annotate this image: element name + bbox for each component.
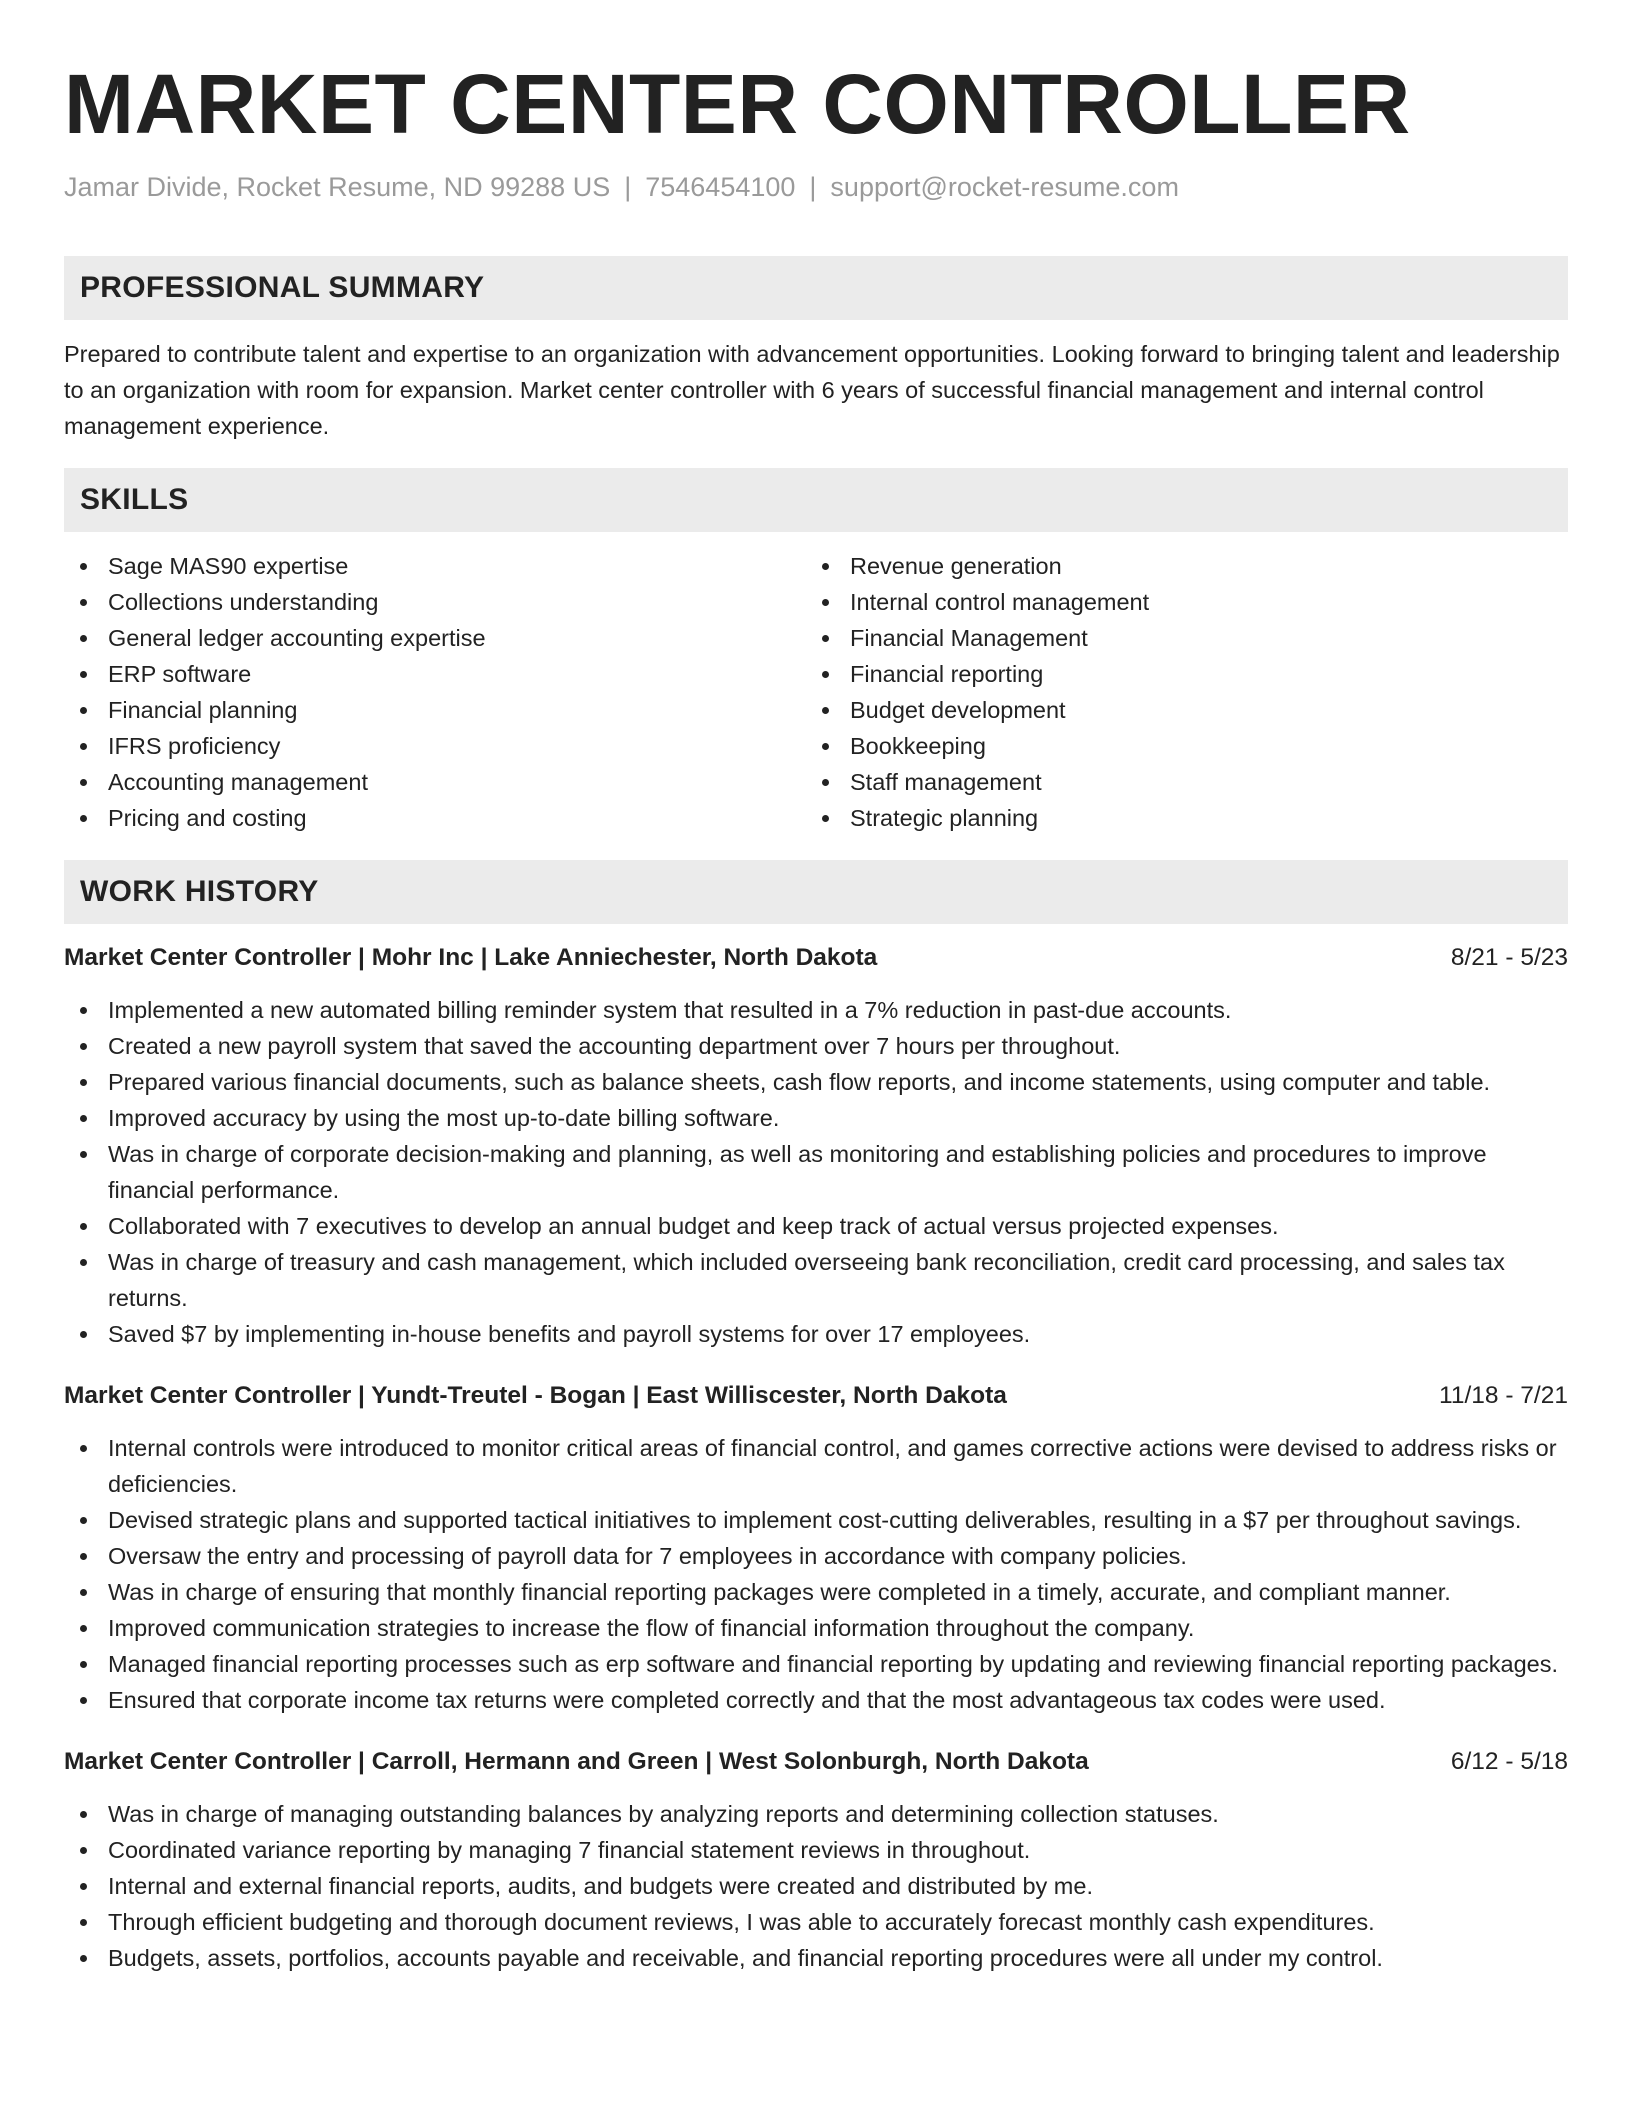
contact-phone: 7546454100: [645, 172, 796, 202]
job-title: Market Center Controller | Carroll, Hermann and Green | West Solonburgh, North Dakota: [64, 1748, 1089, 1775]
job-bullet: Implemented a new automated billing reminder system that resulted in a 7% reduction in past-due accounts.: [64, 992, 1568, 1028]
job-bullet: Improved communication strategies to increase the flow of financial information throughout the company.: [64, 1610, 1568, 1646]
skill-item: Budget development: [806, 692, 1548, 728]
job-bullet: Budgets, assets, portfolios, accounts payable and receivable, and financial reporting procedures were all under my control.: [64, 1940, 1568, 1976]
skill-item: IFRS proficiency: [64, 728, 806, 764]
skill-item: Financial Management: [806, 620, 1548, 656]
job-entry: [64, 940, 1568, 1352]
job-title: Market Center Controller | Yundt-Treutel - Bogan | East Williscester, North Dakota: [64, 1382, 1007, 1409]
summary-heading: PROFESSIONAL SUMMARY: [64, 256, 1568, 320]
job-bullet: Was in charge of treasury and cash management, which included overseeing bank reconciliation, credit card processing, and sales tax returns.: [64, 1244, 1568, 1316]
skill-item: Financial reporting: [806, 656, 1548, 692]
job-bullet: Saved $7 by implementing in-house benefits and payroll systems for over 17 employees.: [64, 1316, 1568, 1352]
skill-item: Internal control management: [806, 584, 1548, 620]
job-bullet: Oversaw the entry and processing of payroll data for 7 employees in accordance with company policies.: [64, 1538, 1568, 1574]
skills-columns: [64, 548, 1568, 836]
skill-item: Sage MAS90 expertise: [64, 548, 806, 584]
skills-list-left: [64, 548, 806, 836]
skill-item: General ledger accounting expertise: [64, 620, 806, 656]
job-bullet: Ensured that corporate income tax returns were completed correctly and that the most advantageous tax codes were used.: [64, 1682, 1568, 1718]
job-title: Market Center Controller | Mohr Inc | Lake Anniechester, North Dakota: [64, 944, 878, 971]
job-bullet-list: [64, 1796, 1568, 1976]
job-bullet: Coordinated variance reporting by managing 7 financial statement reviews in throughout.: [64, 1832, 1568, 1868]
skill-item: Pricing and costing: [64, 800, 806, 836]
work-history-heading: WORK HISTORY: [64, 860, 1568, 924]
skill-item: Financial planning: [64, 692, 806, 728]
job-bullet: Managed financial reporting processes such as erp software and financial reporting by updating and reviewing financial reporting packages.: [64, 1646, 1568, 1682]
work-history-list: [64, 940, 1568, 1976]
skill-item: Bookkeeping: [806, 728, 1548, 764]
contact-email: support@rocket-resume.com: [830, 172, 1179, 202]
job-bullet: Was in charge of ensuring that monthly financial reporting packages were completed in a timely, accurate, and compliant manner.: [64, 1574, 1568, 1610]
job-dates: 6/12 - 5/18: [1450, 1748, 1568, 1775]
job-header: [64, 1378, 1568, 1414]
contact-separator: |: [624, 172, 632, 202]
contact-separator: |: [809, 172, 817, 202]
skill-item: ERP software: [64, 656, 806, 692]
skill-item: Staff management: [806, 764, 1548, 800]
job-bullet: Devised strategic plans and supported tactical initiatives to implement cost-cutting deliverables, resulting in a $7 per throughout savings.: [64, 1502, 1568, 1538]
job-bullet: Internal controls were introduced to monitor critical areas of financial control, and games corrective actions were devised to address risks or deficiencies.: [64, 1430, 1568, 1502]
job-entry: [64, 1744, 1568, 1976]
job-bullet: Was in charge of corporate decision-making and planning, as well as monitoring and establishing policies and procedures to improve financial performance.: [64, 1136, 1568, 1208]
skill-item: Collections understanding: [64, 584, 806, 620]
skill-item: Strategic planning: [806, 800, 1548, 836]
skill-item: Revenue generation: [806, 548, 1548, 584]
resume-title: MARKET CENTER CONTROLLER: [64, 57, 1411, 151]
summary-text: Prepared to contribute talent and expertise to an organization with advancement opportunities. Looking forward to bringing talent and leadership to an organization with room for expansion. Market center controller with 6 years of successful financial management and internal control management experience.: [64, 341, 1560, 439]
job-bullet: Improved accuracy by using the most up-to-date billing software.: [64, 1100, 1568, 1136]
job-bullet: Collaborated with 7 executives to develop an annual budget and keep track of actual versus projected expenses.: [64, 1208, 1568, 1244]
skills-list-right: [806, 548, 1548, 836]
contact-address: Jamar Divide, Rocket Resume, ND 99288 US: [64, 172, 611, 202]
job-bullet: Prepared various financial documents, such as balance sheets, cash flow reports, and income statements, using computer and table.: [64, 1064, 1568, 1100]
job-bullet: Through efficient budgeting and thorough document reviews, I was able to accurately forecast monthly cash expenditures.: [64, 1904, 1568, 1940]
skills-heading: SKILLS: [64, 468, 1568, 532]
job-bullet-list: [64, 992, 1568, 1352]
job-bullet: Internal and external financial reports, audits, and budgets were created and distributed by me.: [64, 1868, 1568, 1904]
job-entry: [64, 1378, 1568, 1718]
job-header: [64, 940, 1568, 976]
job-bullet: Created a new payroll system that saved the accounting department over 7 hours per throughout.: [64, 1028, 1568, 1064]
contact-line: [64, 170, 1568, 204]
job-bullet: Was in charge of managing outstanding balances by analyzing reports and determining collection statuses.: [64, 1796, 1568, 1832]
skill-item: Accounting management: [64, 764, 806, 800]
job-header: [64, 1744, 1568, 1780]
job-dates: 8/21 - 5/23: [1450, 944, 1568, 971]
job-bullet-list: [64, 1430, 1568, 1718]
job-dates: 11/18 - 7/21: [1439, 1382, 1568, 1409]
